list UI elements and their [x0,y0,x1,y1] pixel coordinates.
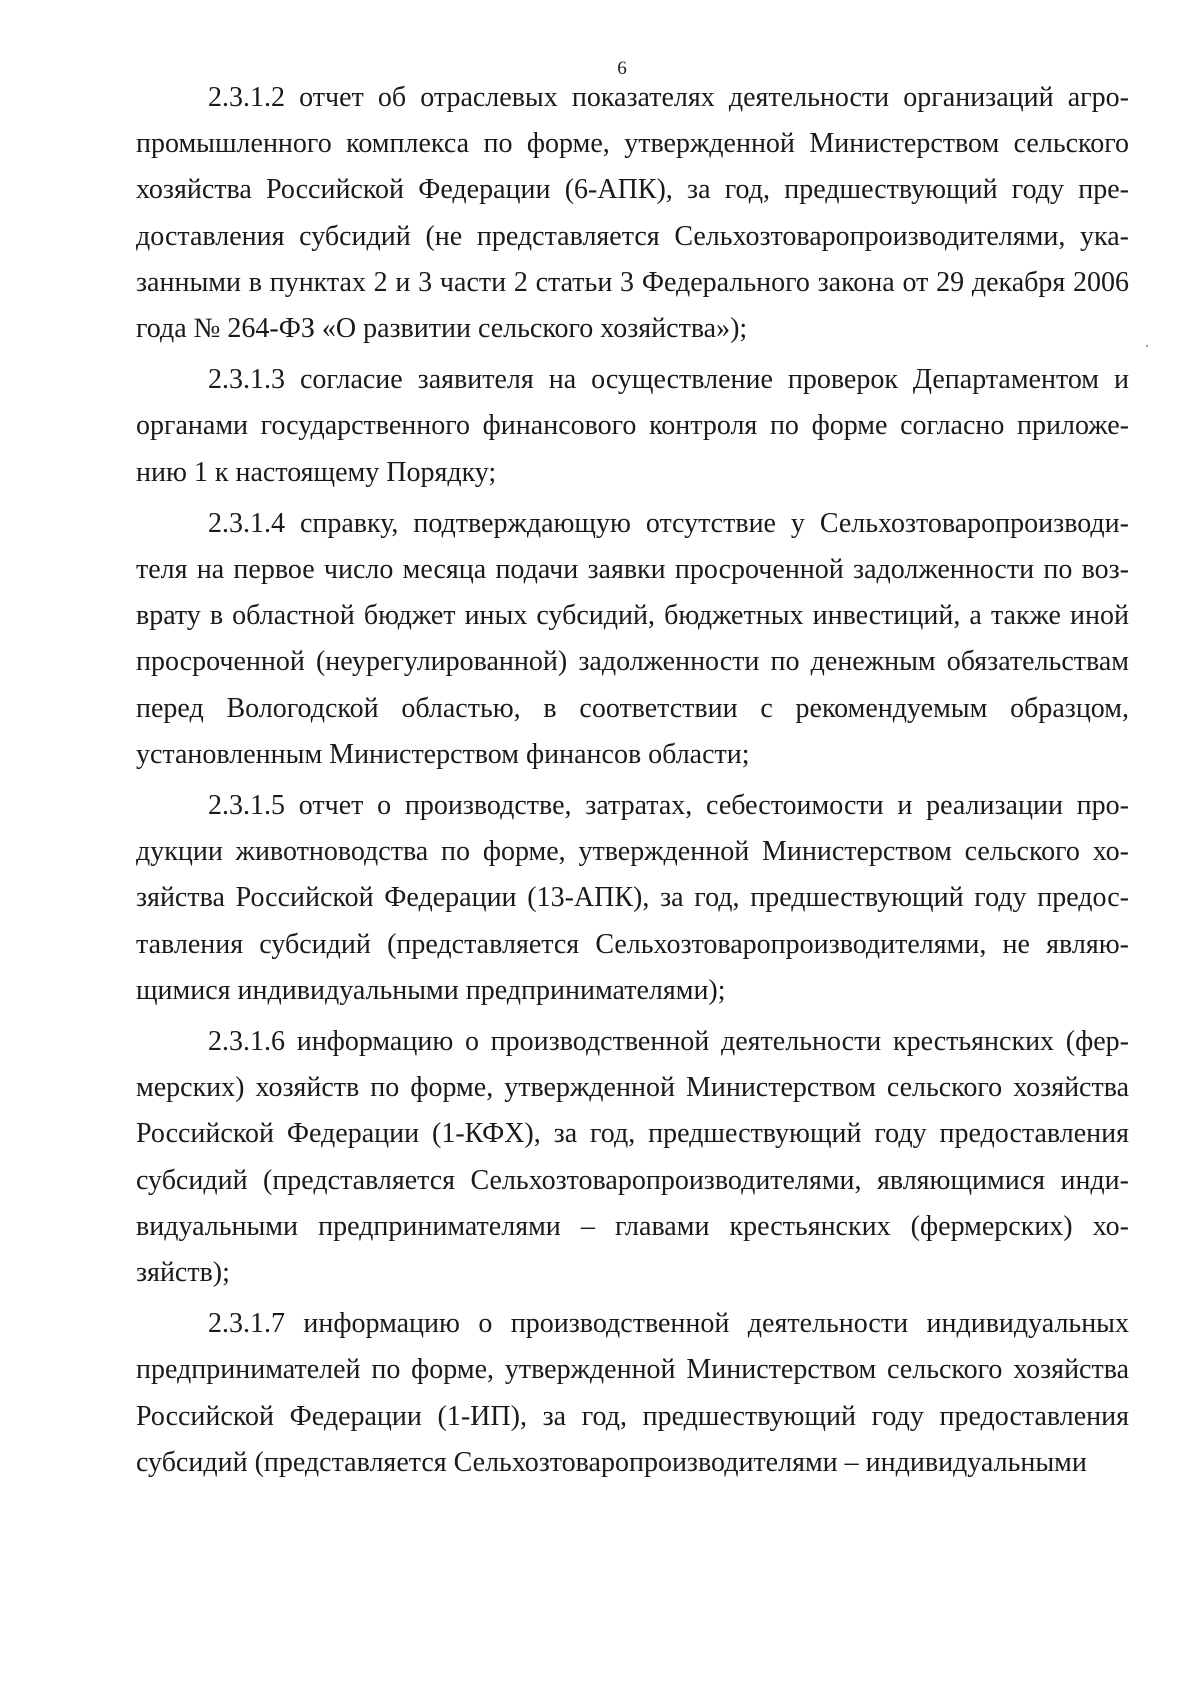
page-number: 6 [617,58,627,79]
paragraph-2-3-1-4: 2.3.1.4 справку, подтверждающую отсутствие у Сельхозтоваропроизводителя на первое число месяца подачи заявки просроченной задолженности по возврату в областной бюджет иных субсидий, бюджетных инвестиций, а также иной просроченной (неурегулированной) задолженности по денежным обязательствам перед Вологодской областью, в соответствии с рекомендуемым образцом, установленным Министерством финансов области; [136,507,1129,770]
paragraph-2-3-1-5: 2.3.1.5 отчет о производстве, затратах, себестоимости и реализации продукции животноводства по форме, утвержденной Министерством сельского хозяйства Российской Федерации (13-АПК), за год, предшествующий году предоставления субсидий (представляется Сельхозтоваропроизводителями, не являющимися индивидуальными предпринимателями); [136,790,1129,1006]
document-body [136,75,1129,1486]
paragraph-2-3-1-3: 2.3.1.3 согласие заявителя на осуществление проверок Департаментом и органами государственного финансового контроля по форме согласно приложению 1 к настоящему Порядку; [136,364,1129,488]
paragraph-2-3-1-7: 2.3.1.7 информацию о производственной деятельности индивидуальных предпринимателей по форме, утвержденной Министерством сельского хозяйства Российской Федерации (1-ИП), за год, предшествующий году предоставления субсидий (представляется Сельхозтоваропроизводителями – индивидуальными [136,1308,1129,1478]
scan-speck [1146,345,1148,347]
paragraph-2-3-1-2: 2.3.1.2 отчет об отраслевых показателях деятельности организаций агропромышленного комплекса по форме, утвержденной Министерством сельского хозяйства Российской Федерации (6-АПК), за год, предшествующий году предоставления субсидий (не представляется Сельхозтоваропроизводителями, указанными в пунктах 2 и 3 части 2 статьи 3 Федерального закона от 29 декабря 2006 года № 264-ФЗ «О развитии сельского хозяйства»); [136,82,1129,345]
paragraph-2-3-1-6: 2.3.1.6 информацию о производственной деятельности крестьянских (фермерских) хозяйств по форме, утвержденной Министерством сельского хозяйства Российской Федерации (1-КФХ), за год, предшествующий году предоставления субсидий (представляется Сельхозтоваропроизводителями, являющимися индивидуальными предпринимателями – главами крестьянских (фермерских) хозяйств); [136,1026,1129,1289]
